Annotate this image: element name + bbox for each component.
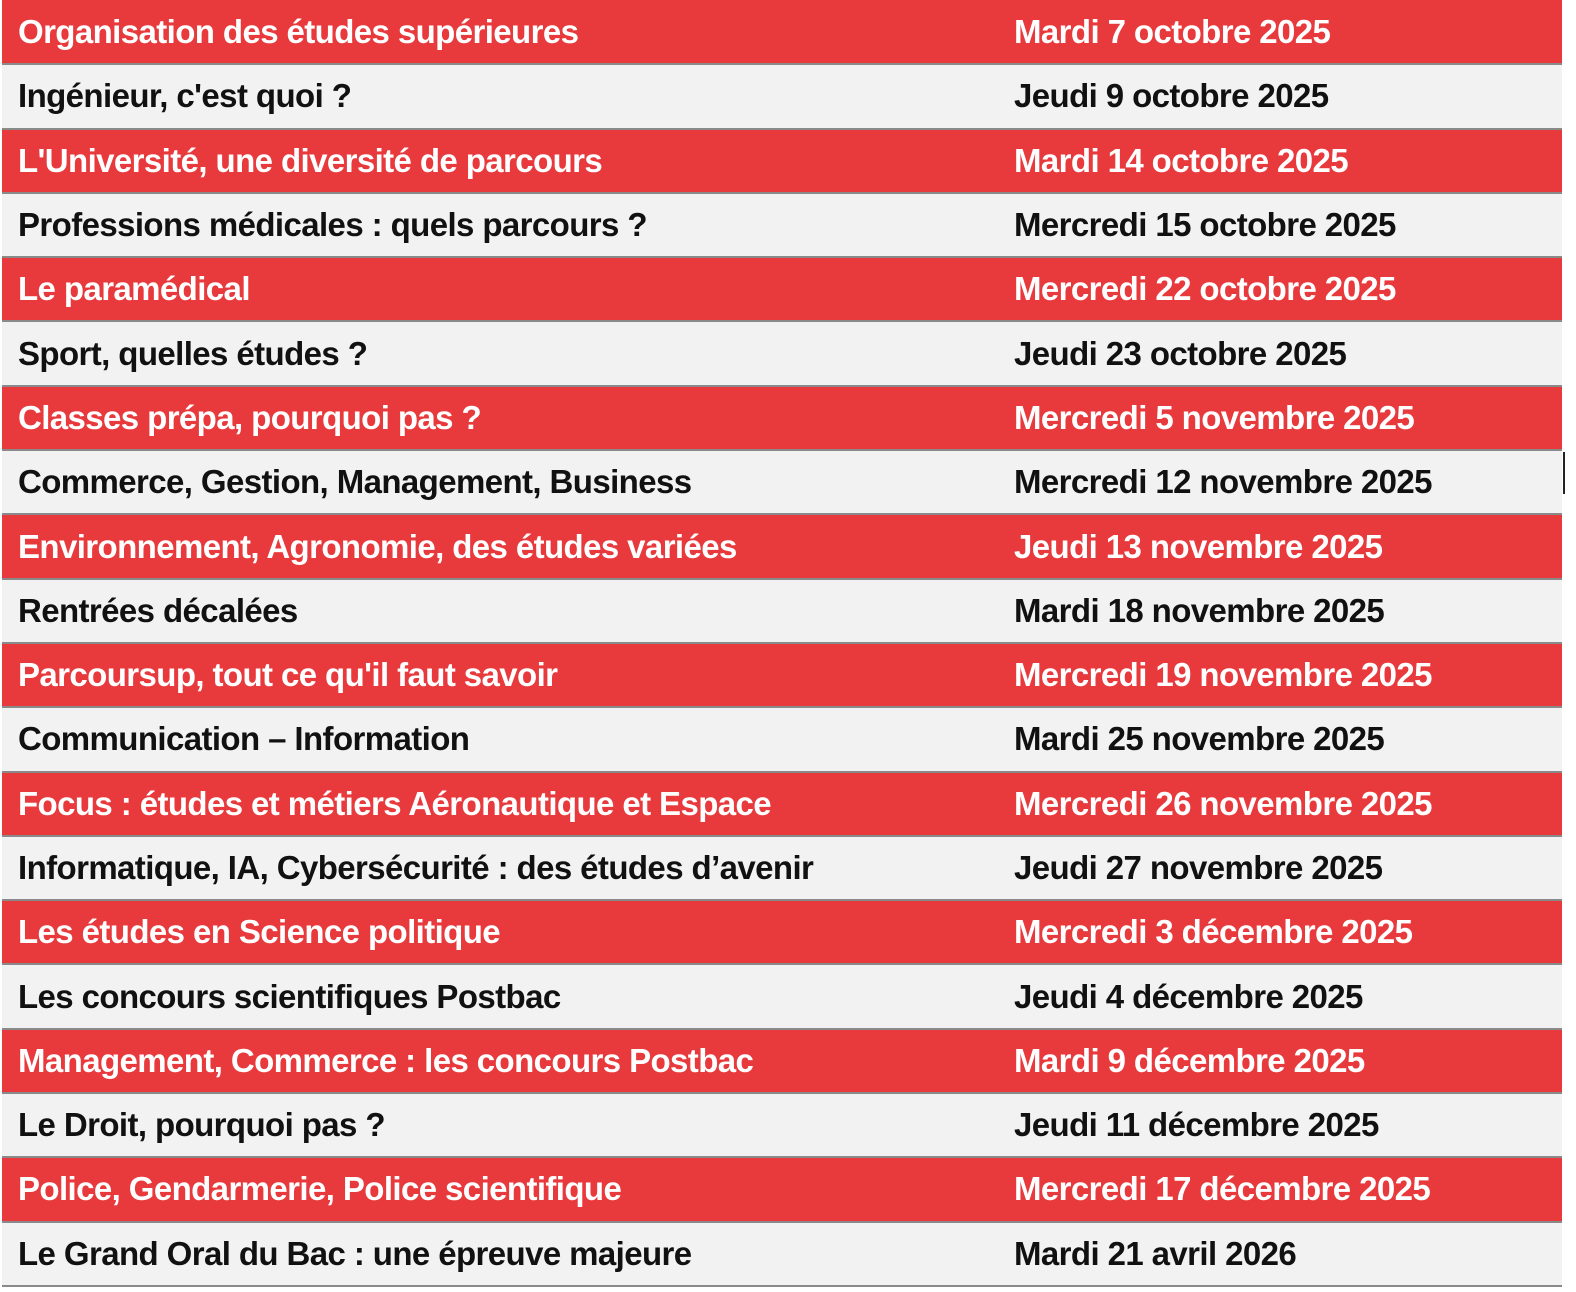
table-row: [2, 836, 1562, 900]
topic-cell: Parcoursup, tout ce qu'il faut savoir: [2, 643, 996, 707]
table-row: [2, 514, 1562, 578]
table-row: [2, 1093, 1562, 1157]
topic-cell: Classes prépa, pourquoi pas ?: [2, 386, 996, 450]
topic-cell: Professions médicales : quels parcours ?: [2, 193, 996, 257]
date-cell: Mercredi 12 novembre 2025: [996, 450, 1562, 514]
date-cell: Mardi 18 novembre 2025: [996, 579, 1562, 643]
topic-cell: Commerce, Gestion, Management, Business: [2, 450, 996, 514]
table-row: [2, 1029, 1562, 1093]
date-cell: Mardi 14 octobre 2025: [996, 129, 1562, 193]
topic-cell: Communication – Information: [2, 707, 996, 771]
table-row: [2, 386, 1562, 450]
date-cell: Jeudi 11 décembre 2025: [996, 1093, 1562, 1157]
date-cell: Mercredi 5 novembre 2025: [996, 386, 1562, 450]
date-cell: Mardi 25 novembre 2025: [996, 707, 1562, 771]
topic-cell: L'Université, une diversité de parcours: [2, 129, 996, 193]
table-row: [2, 64, 1562, 128]
date-cell: Mercredi 26 novembre 2025: [996, 772, 1562, 836]
table-row: [2, 964, 1562, 1028]
topic-cell: Police, Gendarmerie, Police scientifique: [2, 1157, 996, 1221]
topic-cell: Informatique, IA, Cybersécurité : des études d’avenir: [2, 836, 996, 900]
topic-cell: Environnement, Agronomie, des études variées: [2, 514, 996, 578]
date-cell: Mercredi 19 novembre 2025: [996, 643, 1562, 707]
date-cell: Jeudi 23 octobre 2025: [996, 321, 1562, 385]
date-cell: Mercredi 3 décembre 2025: [996, 900, 1562, 964]
table-row: [2, 1222, 1562, 1286]
topic-cell: Le Grand Oral du Bac : une épreuve majeure: [2, 1222, 996, 1286]
table-row: [2, 193, 1562, 257]
date-cell: Jeudi 9 octobre 2025: [996, 64, 1562, 128]
table-row: [2, 579, 1562, 643]
date-cell: Mardi 7 octobre 2025: [996, 0, 1562, 64]
topic-cell: Focus : études et métiers Aéronautique et Espace: [2, 772, 996, 836]
table-row: [2, 0, 1562, 64]
date-cell: Jeudi 27 novembre 2025: [996, 836, 1562, 900]
topic-cell: Les concours scientifiques Postbac: [2, 964, 996, 1028]
topic-cell: Sport, quelles études ?: [2, 321, 996, 385]
topic-cell: Management, Commerce : les concours Postbac: [2, 1029, 996, 1093]
table-row: [2, 643, 1562, 707]
schedule-table-body: [2, 0, 1562, 1286]
topic-cell: Rentrées décalées: [2, 579, 996, 643]
table-row: [2, 707, 1562, 771]
text-cursor: [1563, 452, 1565, 494]
date-cell: Mercredi 22 octobre 2025: [996, 257, 1562, 321]
table-row: [2, 900, 1562, 964]
topic-cell: Le paramédical: [2, 257, 996, 321]
topic-cell: Organisation des études supérieures: [2, 0, 996, 64]
table-row: [2, 450, 1562, 514]
schedule-table: [2, 0, 1562, 1287]
topic-cell: Les études en Science politique: [2, 900, 996, 964]
date-cell: Mardi 9 décembre 2025: [996, 1029, 1562, 1093]
date-cell: Mardi 21 avril 2026: [996, 1222, 1562, 1286]
date-cell: Mercredi 15 octobre 2025: [996, 193, 1562, 257]
date-cell: Mercredi 17 décembre 2025: [996, 1157, 1562, 1221]
date-cell: Jeudi 13 novembre 2025: [996, 514, 1562, 578]
table-row: [2, 129, 1562, 193]
table-row: [2, 1157, 1562, 1221]
date-cell: Jeudi 4 décembre 2025: [996, 964, 1562, 1028]
topic-cell: Le Droit, pourquoi pas ?: [2, 1093, 996, 1157]
topic-cell: Ingénieur, c'est quoi ?: [2, 64, 996, 128]
table-row: [2, 257, 1562, 321]
table-row: [2, 772, 1562, 836]
table-row: [2, 321, 1562, 385]
